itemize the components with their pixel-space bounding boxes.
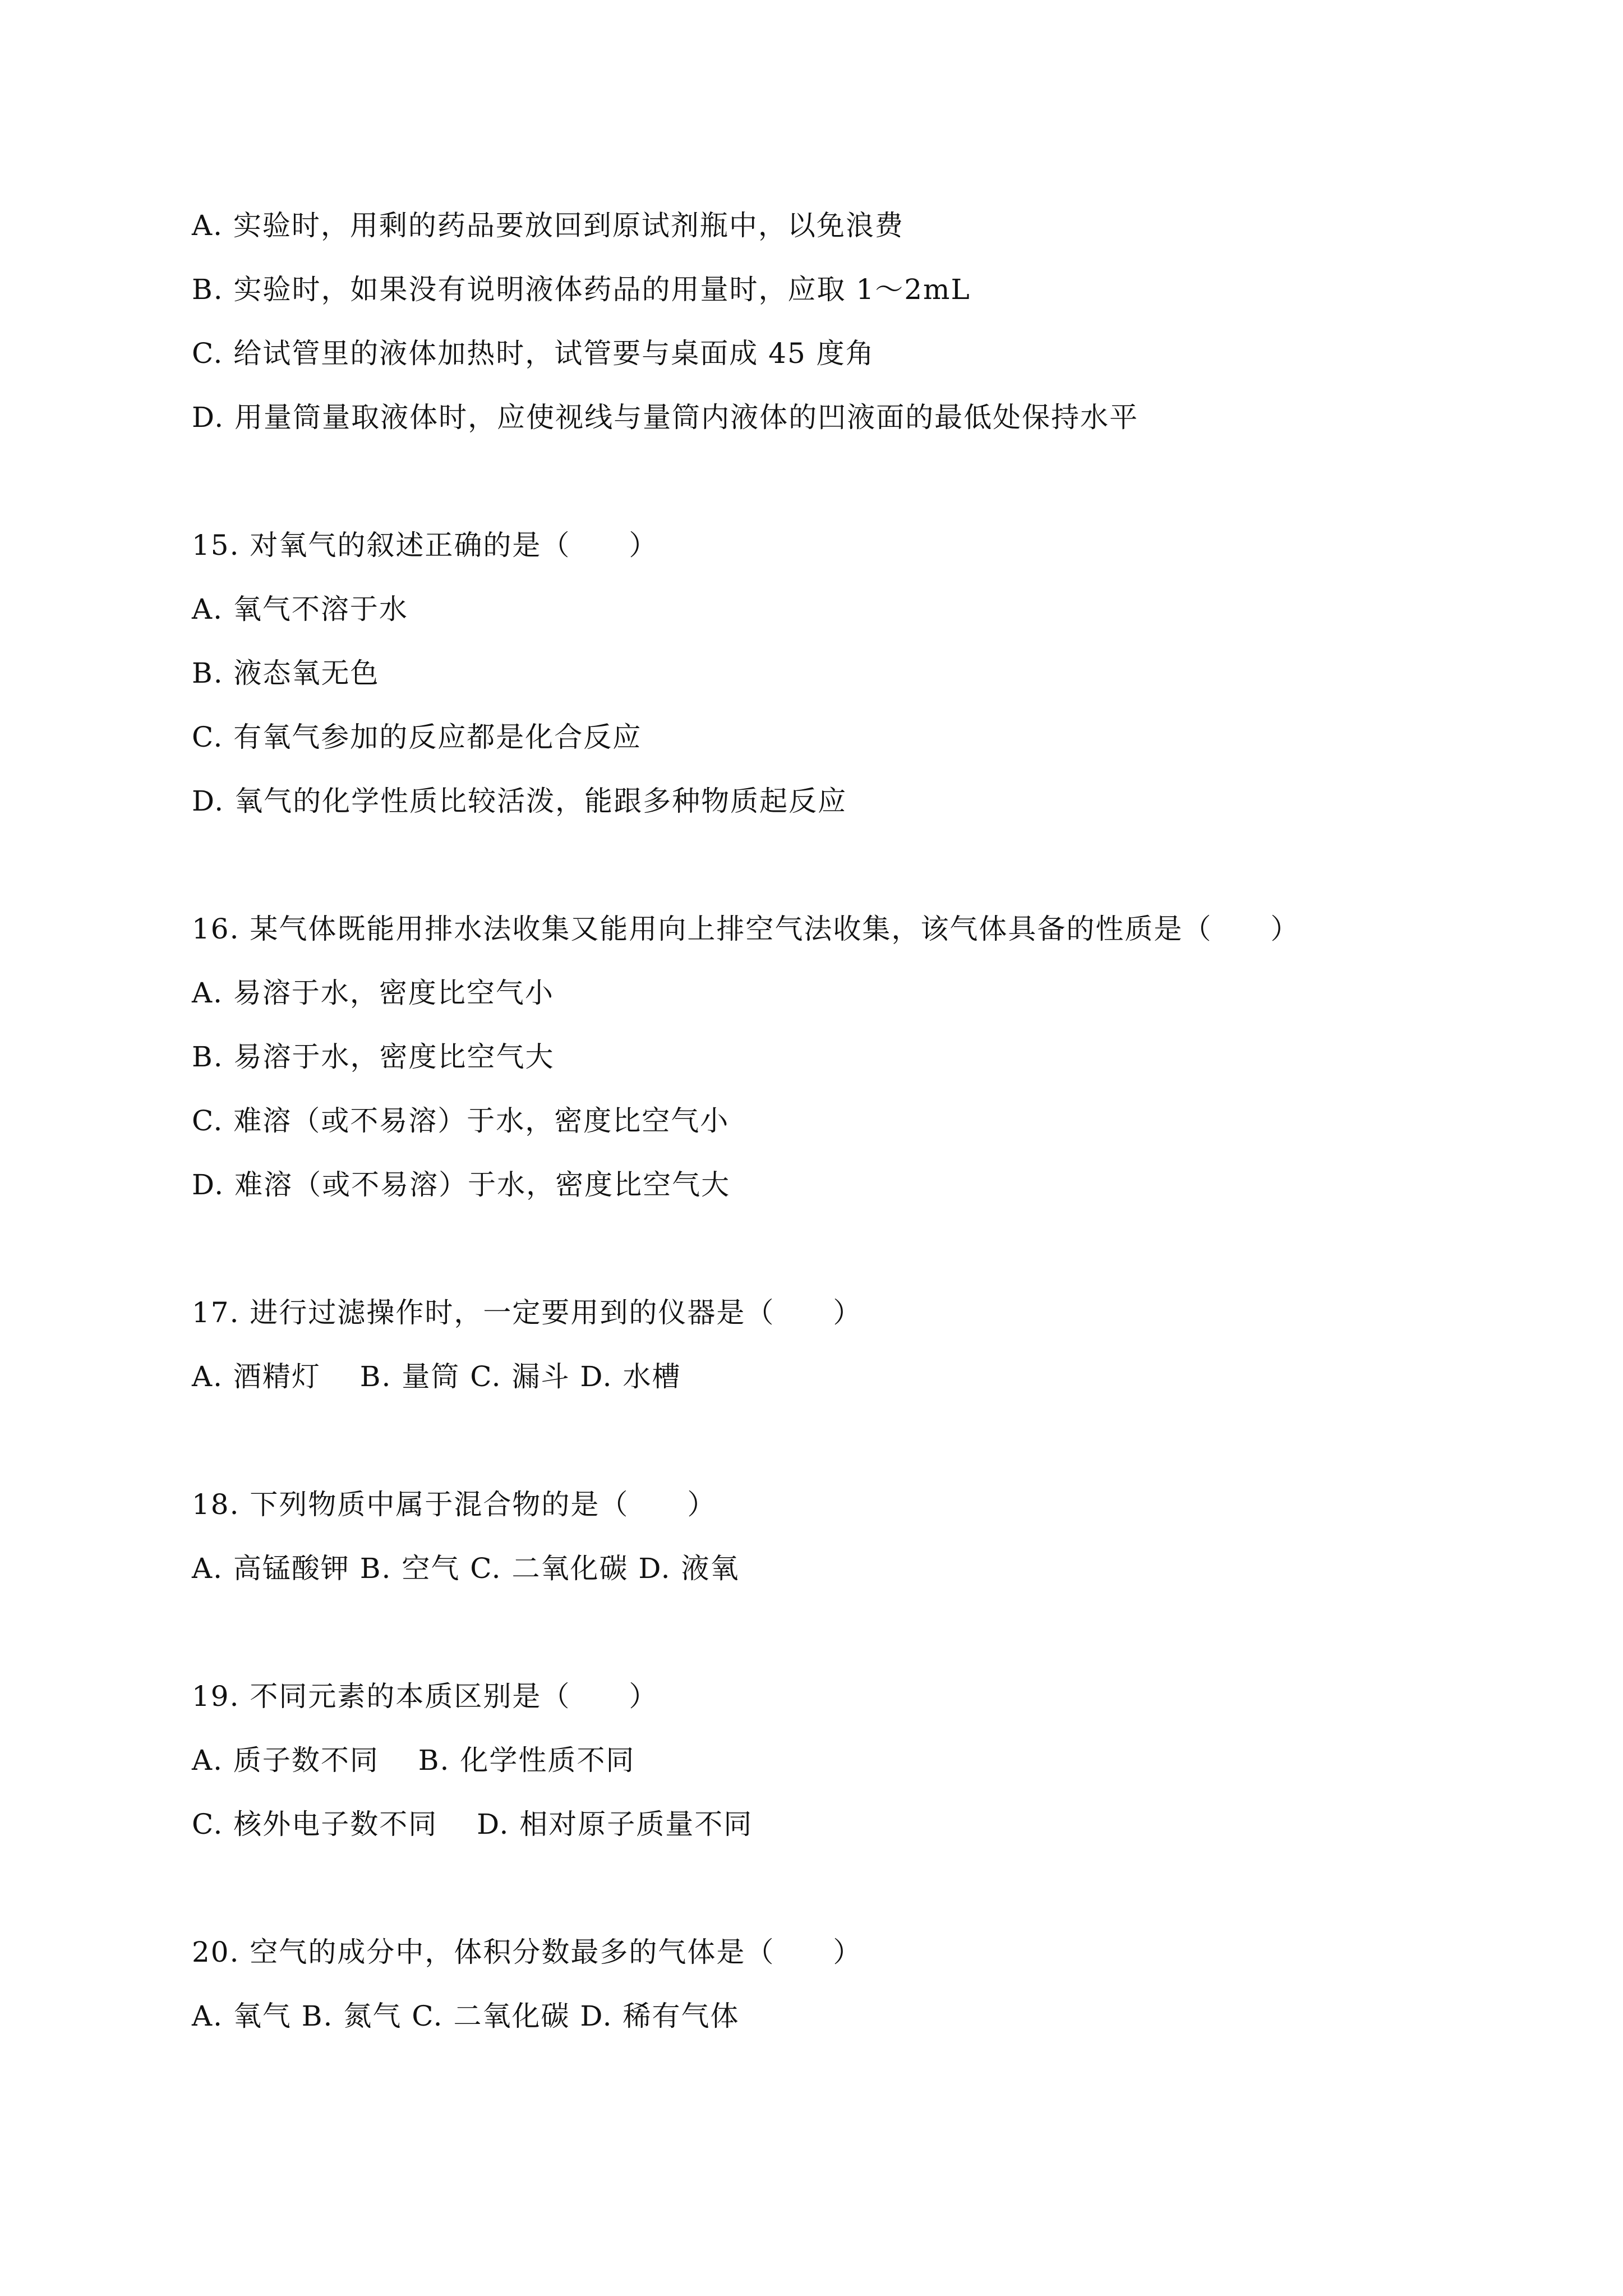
q14-option-a: A. 实验时，用剩的药品要放回到原试剂瓶中，以免浪费 <box>192 209 904 242</box>
q20-stem: 20. 空气的成分中，体积分数最多的气体是（ ） <box>192 1936 863 1968</box>
q19-stem: 19. 不同元素的本质区别是（ ） <box>192 1680 658 1713</box>
q16-option-b: B. 易溶于水，密度比空气大 <box>192 1041 555 1073</box>
q20-options: A. 氧气 B. 氮气 C. 二氧化碳 D. 稀有气体 <box>192 2000 740 2032</box>
q18-stem: 18. 下列物质中属于混合物的是（ ） <box>192 1488 717 1521</box>
q17-stem: 17. 进行过滤操作时，一定要用到的仪器是（ ） <box>192 1296 863 1329</box>
q14-option-c: C. 给试管里的液体加热时，试管要与桌面成 45 度角 <box>192 337 875 370</box>
q14-option-d: D. 用量筒量取液体时，应使视线与量筒内液体的凹液面的最低处保持水平 <box>192 401 1139 434</box>
q15-option-d: D. 氧气的化学性质比较活泼，能跟多种物质起反应 <box>192 785 847 817</box>
q15-option-b: B. 液态氧无色 <box>192 657 380 689</box>
q14-option-b: B. 实验时，如果没有说明液体药品的用量时，应取 1～2mL <box>192 273 971 306</box>
q17-options: A. 酒精灯 B. 量筒 C. 漏斗 D. 水槽 <box>192 1360 681 1393</box>
q19-options-line-1: A. 质子数不同 B. 化学性质不同 <box>192 1744 635 1777</box>
q16-option-c: C. 难溶（或不易溶）于水，密度比空气小 <box>192 1105 730 1137</box>
q15-option-c: C. 有氧气参加的反应都是化合反应 <box>192 721 642 753</box>
q16-option-a: A. 易溶于水，密度比空气小 <box>192 977 554 1009</box>
q15-option-a: A. 氧气不溶于水 <box>192 593 408 625</box>
q16-option-d: D. 难溶（或不易溶）于水，密度比空气大 <box>192 1168 731 1201</box>
q19-options-line-2: C. 核外电子数不同 D. 相对原子质量不同 <box>192 1808 753 1841</box>
q18-options: A. 高锰酸钾 B. 空气 C. 二氧化碳 D. 液氧 <box>192 1552 740 1585</box>
q15-stem: 15. 对氧气的叙述正确的是（ ） <box>192 529 658 562</box>
q16-stem: 16. 某气体既能用排水法收集又能用向上排空气法收集，该气体具备的性质是（ ） <box>192 913 1300 945</box>
